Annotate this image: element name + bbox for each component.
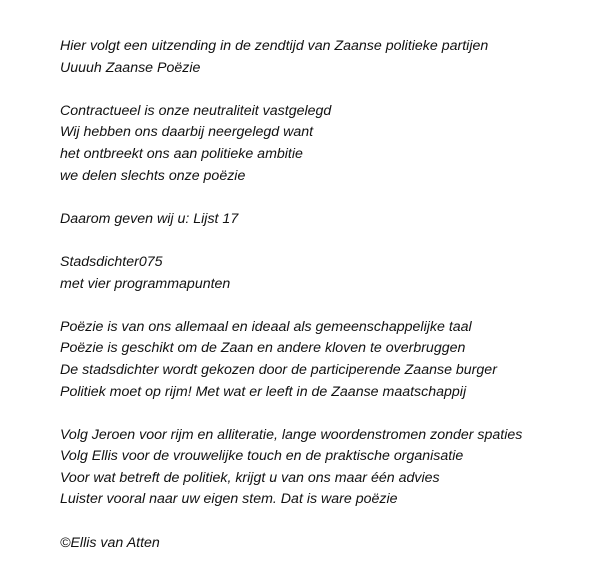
poem-line: Poëzie is van ons allemaal en ideaal als gemeenschappelijke taal bbox=[60, 318, 472, 335]
poem-line: Volg Jeroen voor rijm en alliteratie, lange woordenstromen zonder spaties bbox=[60, 426, 523, 443]
poem-line: we delen slechts onze poëzie bbox=[60, 167, 246, 184]
poem-line: Hier volgt een uitzending in de zendtijd van Zaanse politieke partijen bbox=[60, 38, 489, 54]
poem-line: Politiek moet op rijm! Met wat er leeft in de Zaanse maatschappij bbox=[60, 383, 467, 400]
poem-line: Poëzie is geschikt om de Zaan en andere kloven te overbruggen bbox=[60, 340, 466, 357]
poem-line: Volg Ellis voor de vrouwelijke touch en de praktische organisatie bbox=[60, 448, 464, 465]
poem-text bbox=[60, 36, 590, 554]
poem-line: Uuuuh Zaanse Poëzie bbox=[60, 59, 201, 76]
stanza-program bbox=[60, 317, 590, 403]
poem-line: Wij hebben ons daarbij neergelegd want bbox=[60, 124, 314, 141]
poem-line: Luister vooral naar uw eigen stem. Dat is ware poëzie bbox=[60, 491, 398, 508]
poem-line: Contractueel is onze neutraliteit vastgelegd bbox=[60, 102, 332, 119]
poem-line: Daarom geven wij u: Lijst 17 bbox=[60, 210, 239, 227]
poem-line: De stadsdichter wordt gekozen door de participerende Zaanse burger bbox=[60, 361, 497, 378]
copyright-notice: ©Ellis van Atten bbox=[60, 534, 160, 551]
stanza-copyright bbox=[60, 533, 590, 555]
stanza-intro bbox=[60, 36, 590, 79]
poem-line: Stadsdichter075 bbox=[60, 253, 163, 270]
poem-line: Voor wat betreft de politiek, krijgt u van ons maar één advies bbox=[60, 469, 440, 486]
stanza-candidates bbox=[60, 425, 590, 511]
stanza-list bbox=[60, 209, 590, 231]
stanza-party bbox=[60, 252, 590, 295]
poem-line: het ontbreekt ons aan politieke ambitie bbox=[60, 145, 303, 162]
poem-line: met vier programmapunten bbox=[60, 275, 231, 292]
stanza-neutrality bbox=[60, 101, 590, 187]
